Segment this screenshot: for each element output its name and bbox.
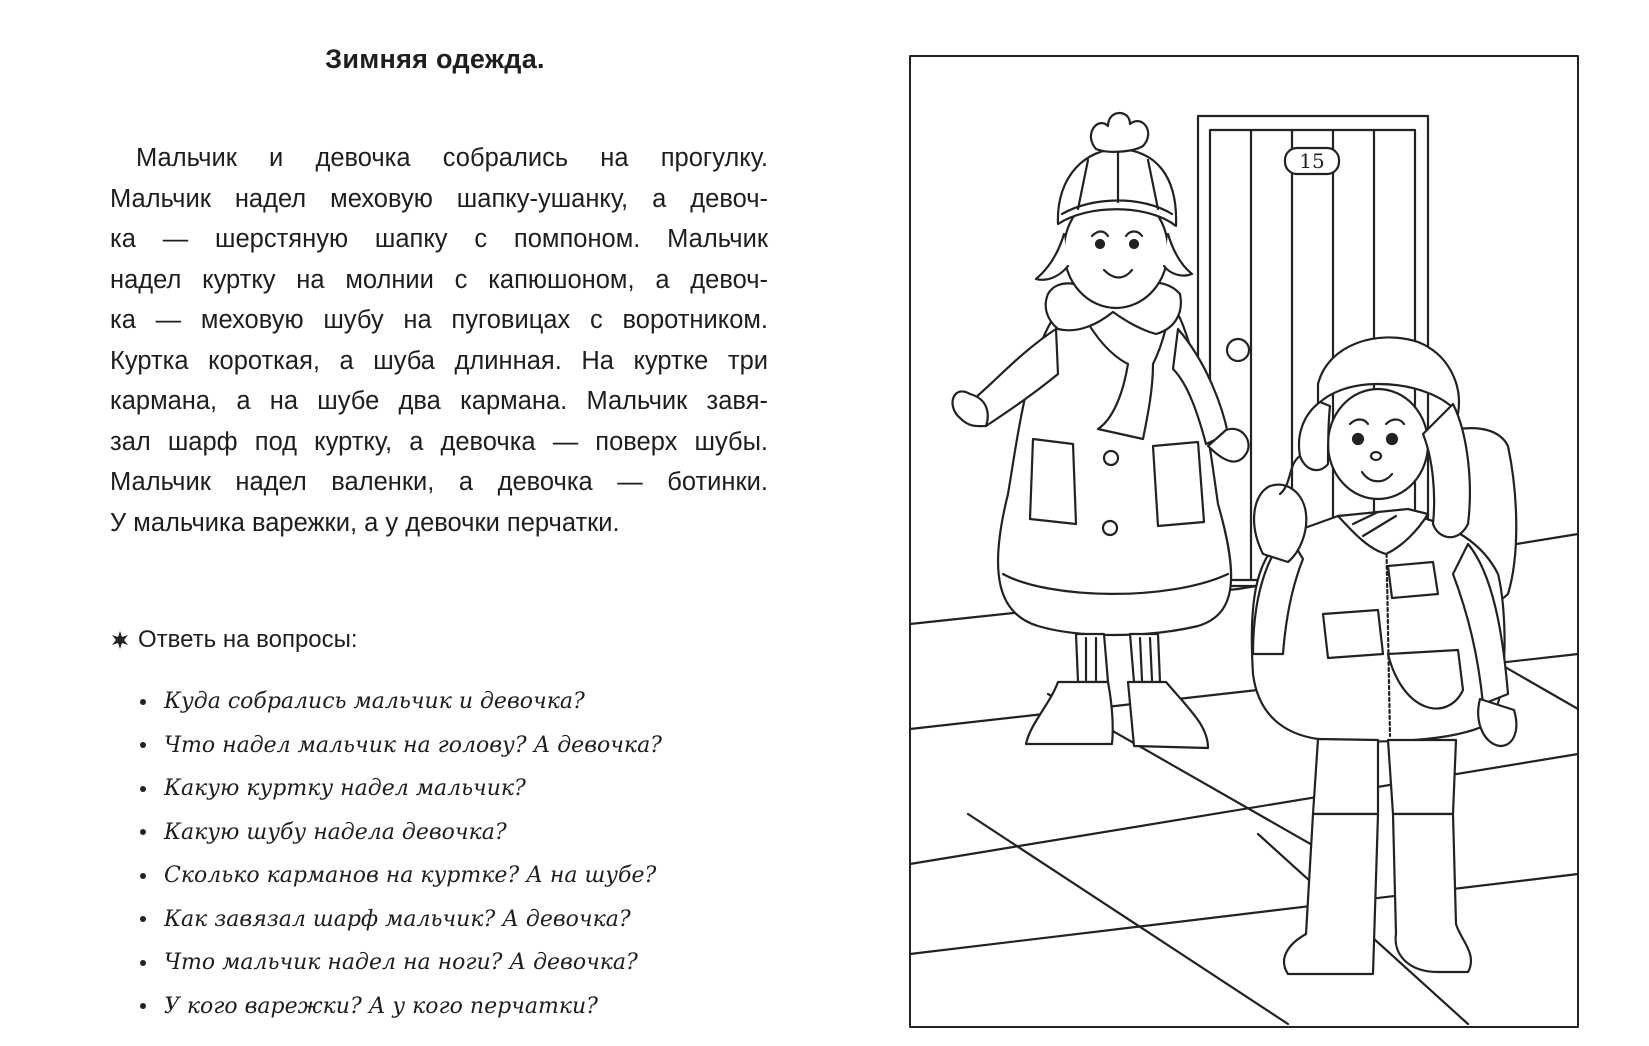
list-item xyxy=(140,767,662,811)
question-text: Какую шубу надела девочка? xyxy=(164,819,507,845)
door-number: 15 xyxy=(1299,149,1325,173)
story-line: зал шарф под куртку, а девочка — поверх шубы. xyxy=(110,427,768,456)
question-text: Куда собрались мальчик и девочка? xyxy=(164,689,585,714)
story-line: Мальчик надел меховую шапку-ушанку, а девоч- xyxy=(110,184,768,213)
bullet-icon xyxy=(140,829,146,835)
coloring-illustration xyxy=(908,54,1580,1029)
list-item xyxy=(140,680,662,724)
story-line: Куртка короткая, а шуба длинная. На куртке три xyxy=(110,346,768,375)
story-line: ка — меховую шубу на пуговицах с воротником. xyxy=(110,306,768,334)
star-icon xyxy=(110,630,130,650)
question-text: Сколько карманов на куртке? А на шубе? xyxy=(164,863,657,888)
question-text: У кого варежки? А у кого перчатки? xyxy=(164,993,598,1019)
list-item xyxy=(140,985,662,1029)
story-line: надел куртку на молнии с капюшоном, а девоч- xyxy=(110,265,768,294)
girl-figure xyxy=(953,113,1249,748)
question-text: Какую куртку надел мальчик? xyxy=(164,776,526,801)
story-line: Мальчик надел валенки, а девочка — ботинки. xyxy=(110,468,768,496)
story-line: Мальчик и девочка собрались на прогулку. xyxy=(136,144,768,172)
list-item xyxy=(140,941,662,985)
question-text: Что мальчик надел на ноги? А девочка? xyxy=(164,950,638,975)
list-item xyxy=(140,854,662,898)
bullet-icon xyxy=(140,1003,146,1009)
story-line: ка — шерстяную шапку с помпоном. Мальчик xyxy=(110,225,768,253)
list-item xyxy=(140,724,662,768)
list-item xyxy=(140,898,662,942)
questions-header-label: Ответь на вопросы: xyxy=(138,626,358,653)
bullet-icon xyxy=(140,699,146,705)
bullet-icon xyxy=(140,742,146,748)
story-paragraph xyxy=(110,138,768,543)
questions-list xyxy=(140,680,662,1028)
question-text: Как завязал шарф мальчик? А девочка? xyxy=(164,906,631,932)
story-line: У мальчика варежки, а у девочки перчатки. xyxy=(110,508,620,537)
story-line: кармана, а на шубе два кармана. Мальчик завя- xyxy=(110,387,768,415)
bullet-icon xyxy=(140,873,146,879)
bullet-icon xyxy=(140,786,146,792)
bullet-icon xyxy=(140,916,146,922)
question-text: Что надел мальчик на голову? А девочка? xyxy=(164,732,662,758)
questions-header xyxy=(110,626,358,654)
bullet-icon xyxy=(140,960,146,966)
page-title: Зимняя одежда. xyxy=(325,44,545,74)
list-item xyxy=(140,811,662,855)
